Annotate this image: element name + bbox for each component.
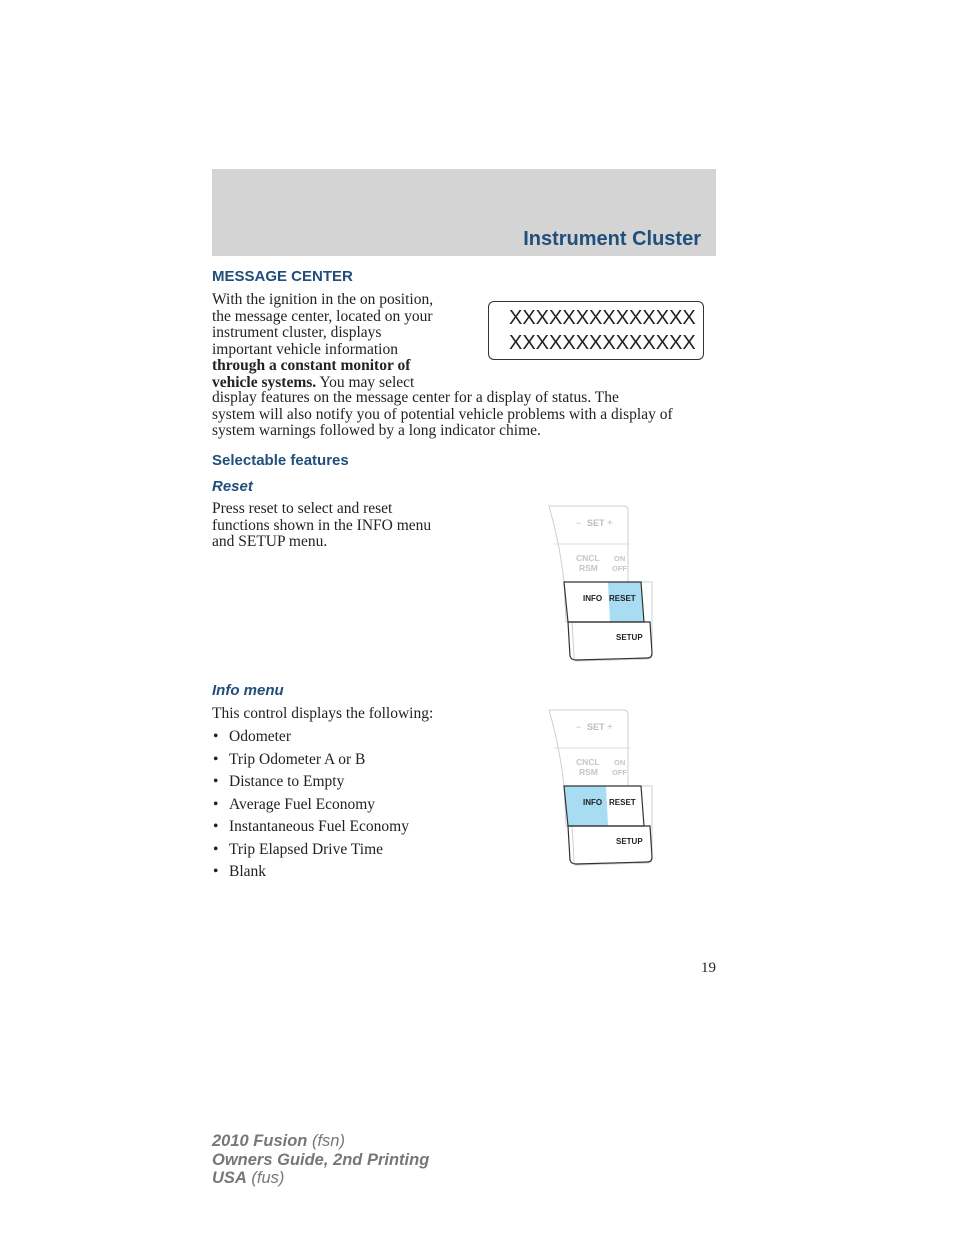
steering-control-panel-info — [546, 708, 656, 868]
rsm-label: RSM — [579, 563, 598, 573]
reset-description — [212, 501, 482, 551]
intro-line: the message center, located on your — [212, 307, 433, 325]
plus-label: + — [607, 722, 613, 733]
bullet-icon: • — [213, 750, 219, 768]
footer-model-code: (fsn) — [307, 1132, 345, 1150]
intro-bold-text: vehicle systems. — [212, 373, 317, 391]
set-label: SET — [587, 722, 605, 732]
list-item-text: Instantaneous Fuel Economy — [229, 818, 409, 835]
off-label: OFF — [612, 564, 627, 573]
on-label: ON — [614, 554, 626, 563]
message-center-heading: MESSAGE CENTER — [212, 268, 353, 285]
bullet-icon: • — [213, 728, 219, 745]
list-item — [212, 751, 409, 774]
message-center-description — [212, 390, 716, 440]
list-item-text: Average Fuel Economy — [229, 795, 376, 813]
reset-line: functions shown in the INFO menu — [212, 516, 432, 534]
list-item-text: Blank — [229, 863, 267, 880]
list-item-text: Trip Odometer A or B — [229, 750, 366, 768]
list-item-text: Trip Elapsed Drive Time — [229, 840, 384, 858]
intro-line: important vehicle information — [212, 340, 398, 358]
reset-heading: Reset — [212, 478, 253, 495]
reset-line: and SETUP menu. — [212, 533, 328, 550]
display-line-2: XXXXXXXXXXXXXX — [509, 332, 696, 354]
cncl-label: CNCL — [576, 553, 600, 563]
list-item-text: Odometer — [229, 728, 291, 745]
intro-line: With the ignition in the on position, — [212, 291, 434, 308]
set-label: SET — [587, 518, 605, 528]
list-item-text: Distance to Empty — [229, 773, 345, 790]
intro-bold-line: through a constant monitor of — [212, 357, 411, 374]
bullet-icon: • — [213, 818, 219, 835]
control-panel-illustration — [546, 708, 656, 868]
bullet-icon: • — [213, 840, 219, 858]
footer-line-1 — [212, 1132, 429, 1151]
list-item — [212, 841, 409, 864]
list-item — [212, 863, 409, 886]
info-menu-list — [212, 728, 409, 886]
intro-text: You may select — [316, 373, 415, 391]
document-footer — [212, 1132, 429, 1188]
reset-label: RESET — [609, 594, 636, 603]
bullet-icon: • — [213, 863, 219, 880]
list-item — [212, 818, 409, 841]
description-line: display features on the message center for a display of status. The — [212, 389, 619, 406]
reset-line: Press reset to select and reset — [212, 500, 393, 517]
info-menu-intro: This control displays the following: — [212, 705, 434, 722]
control-panel-illustration — [546, 504, 656, 664]
footer-line-2: Owners Guide, 2nd Printing — [212, 1150, 430, 1169]
off-label: OFF — [612, 768, 627, 777]
setup-label: SETUP — [616, 633, 643, 642]
display-line-1: XXXXXXXXXXXXXX — [509, 307, 696, 329]
list-item — [212, 796, 409, 819]
info-label: INFO — [583, 594, 603, 603]
message-center-display — [488, 301, 704, 360]
list-item — [212, 773, 409, 796]
bullet-icon: • — [213, 795, 219, 813]
footer-model: 2010 Fusion — [212, 1132, 308, 1150]
description-line: system will also notify you of potential vehicle problems with a display of — [212, 405, 673, 423]
description-line: system warnings followed by a long indicator chime. — [212, 422, 541, 439]
section-title: Instrument Cluster — [523, 228, 701, 250]
reset-label: RESET — [609, 798, 636, 807]
list-item — [212, 728, 409, 751]
rsm-label: RSM — [579, 767, 598, 777]
setup-label: SETUP — [616, 837, 643, 846]
selectable-features-heading: Selectable features — [212, 452, 349, 469]
message-center-intro — [212, 292, 482, 391]
page-number: 19 — [701, 960, 716, 976]
minus-label: − — [576, 722, 582, 732]
plus-label: + — [607, 518, 613, 529]
info-menu-heading: Info menu — [212, 682, 284, 699]
cncl-label: CNCL — [576, 757, 600, 767]
bullet-icon: • — [213, 773, 219, 790]
footer-market: USA — [212, 1169, 247, 1187]
footer-line-3 — [212, 1169, 429, 1188]
intro-line: instrument cluster, displays — [212, 324, 382, 341]
on-label: ON — [614, 758, 626, 767]
steering-control-panel-reset — [546, 504, 656, 664]
header-band — [212, 169, 716, 256]
info-label: INFO — [583, 798, 603, 807]
minus-label: − — [576, 518, 582, 528]
footer-market-code: (fus) — [246, 1169, 285, 1187]
